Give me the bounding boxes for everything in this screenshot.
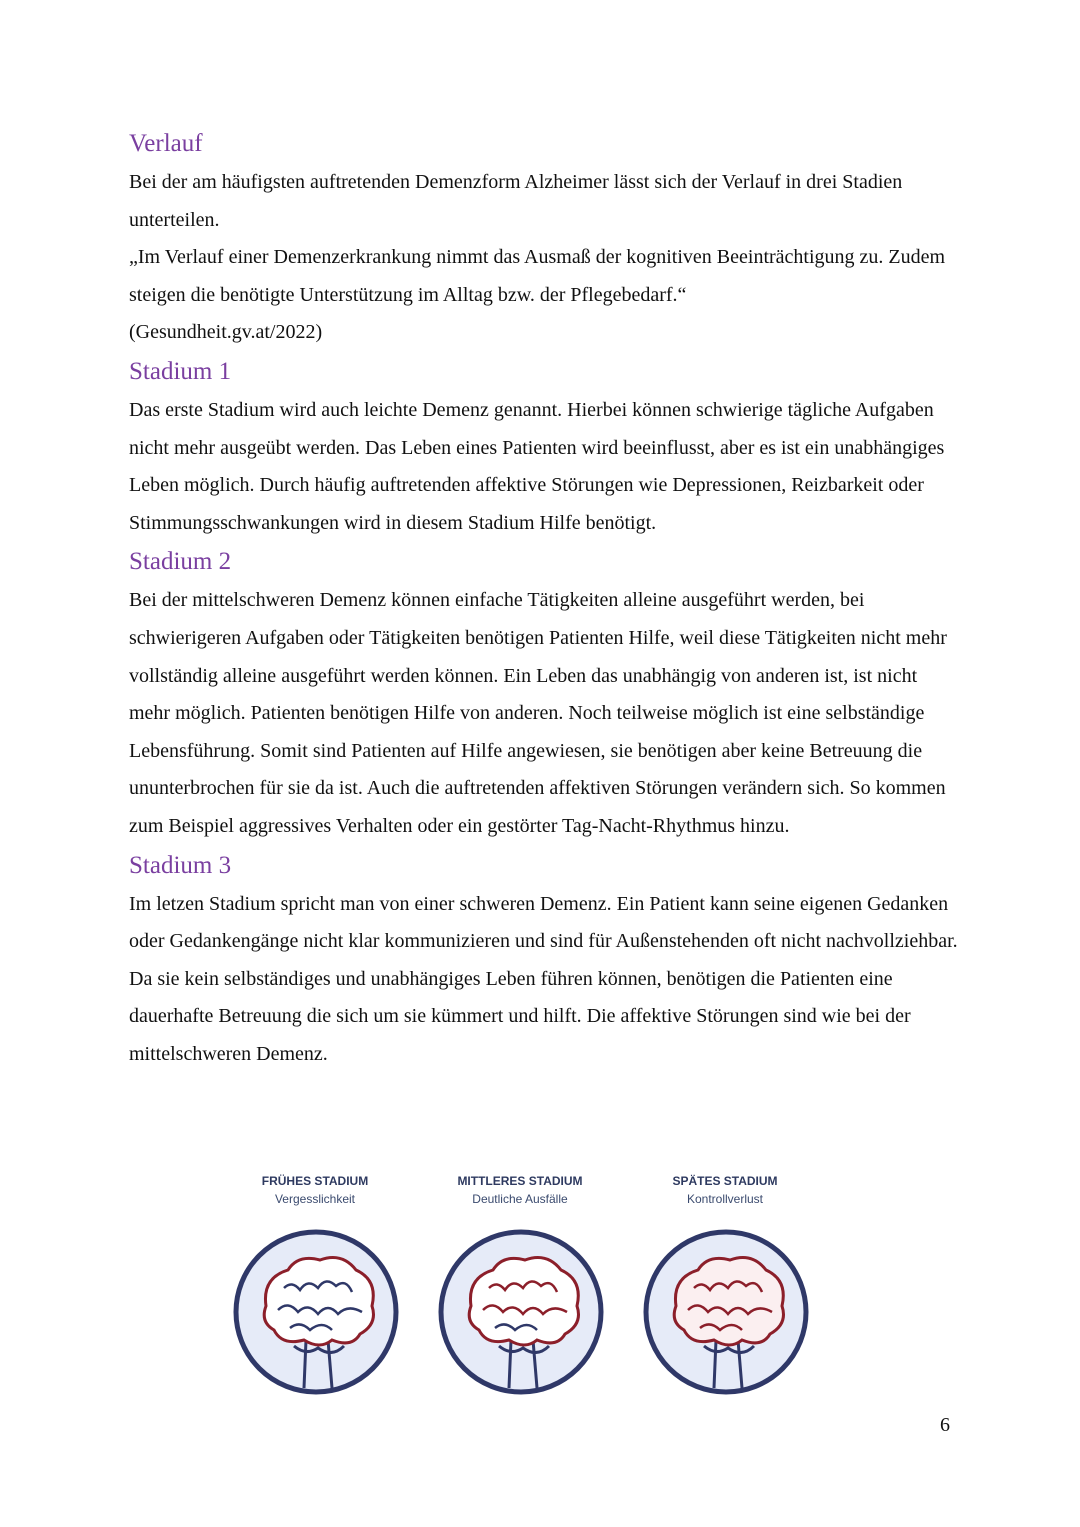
heading-stadium-3: Stadium 3	[129, 851, 232, 879]
paragraph-verlauf-quote: „Im Verlauf einer Demenzerkrankung nimmt das Ausmaß der kognitiven Beeinträchtigung zu. Zudem steigen die benötigte Unterstützung im Alltag bzw. der Pflegebedarf.“	[129, 246, 946, 306]
brain-icon	[232, 1228, 400, 1396]
stage-late	[630, 1172, 820, 1208]
document-body	[129, 124, 959, 1073]
stage-title: FRÜHES STADIUM	[261, 1174, 369, 1188]
stage-title: SPÄTES STADIUM	[672, 1174, 778, 1188]
brain-icon	[642, 1228, 810, 1396]
heading-verlauf: Verlauf	[129, 130, 203, 157]
stage-title: MITTLERES STADIUM	[457, 1174, 583, 1188]
stage-subtitle: Kontrollverlust	[686, 1192, 764, 1206]
heading-stadium-1: Stadium 1	[129, 357, 232, 385]
heading-stadium-2: Stadium 2	[129, 548, 232, 576]
paragraph-stadium-2: Bei der mittelschweren Demenz können einfache Tätigkeiten alleine ausgeführt werden, bei schwierigeren Aufgaben oder Tätigkeiten benötigen Patienten Hilfe, weil diese Tätigkeiten nicht mehr vollständig alleine ausgeführt werden können. Ein Leben das unabhängig von anderen ist, ist nicht mehr möglich. Patienten benötigen Hilfe von anderen. Noch teilweise möglich ist eine selbständige Lebensführung. Somit sind Patienten auf Hilfe angewiesen, sie benötigen aber keine Betreuung die ununterbrochen für sie da ist. Auch die auftretenden affektiven Störungen verändern sich. So kommen zum Beispiel aggressives Verhalten oder ein gestörter Tag-Nacht-Rhythmus hinzu.	[129, 589, 947, 837]
stage-early	[220, 1172, 410, 1208]
paragraph-stadium-3: Im letzen Stadium spricht man von einer schweren Demenz. Ein Patient kann seine eigenen Gedanken oder Gedankengänge nicht klar kommunizieren und sind für Außenstehenden oft nicht nachvollziehbar. Da sie kein selbständiges und unabhängiges Leben führen können, benötigen die Patienten eine dauerhafte Betreuung die sich um sie kümmert und hilft. Die affektive Störungen sind wie bei der mittelschweren Demenz.	[129, 892, 958, 1065]
paragraph-verlauf-source: (Gesundheit.gv.at/2022)	[129, 321, 323, 344]
brain-icon	[437, 1228, 605, 1396]
stage-subtitle: Deutliche Ausfälle	[472, 1192, 568, 1206]
page-number: 6	[940, 1414, 950, 1436]
stage-subtitle: Vergesslichkeit	[274, 1192, 356, 1206]
dementia-stages-figure	[220, 1172, 850, 1402]
paragraph-stadium-1: Das erste Stadium wird auch leichte Demenz genannt. Hierbei können schwierige tägliche Aufgaben nicht mehr ausgeübt werden. Das Leben eines Patienten wird beeinflusst, aber es ist ein unabhängiges Leben möglich. Durch häufig auftretenden affektive Störungen wie Depressionen, Reizbarkeit oder Stimmungsschwankungen wird in diesem Stadium Hilfe benötigt.	[129, 398, 945, 534]
paragraph-verlauf-intro: Bei der am häufigsten auftretenden Demenzform Alzheimer lässt sich der Verlauf in drei Stadien unterteilen.	[129, 171, 903, 231]
stage-middle	[425, 1172, 615, 1208]
